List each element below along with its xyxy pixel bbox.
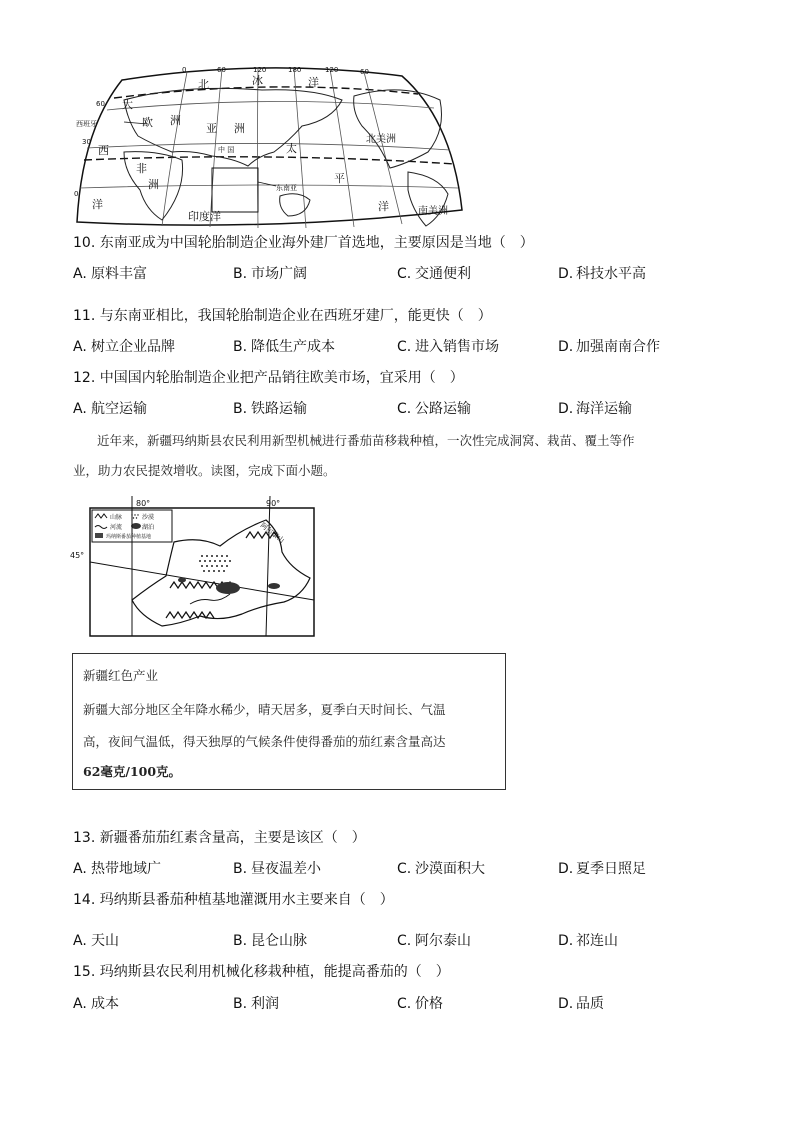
option-12c[interactable] (397, 399, 471, 419)
lon-label: 60 (360, 68, 369, 76)
map-label-ping: 平 (334, 172, 345, 185)
option-text: 降低生产成本 (251, 339, 335, 355)
longitude-line (330, 69, 354, 227)
option-text: 夏季日照足 (576, 861, 646, 877)
legend-desert-label: 沙漠 (142, 514, 155, 521)
option-letter: A. (73, 861, 87, 877)
map-label-zhou: 洲 (148, 178, 159, 191)
latitude-line (107, 101, 434, 110)
question-14-stem: 14. 玛纳斯县番茄种植基地灌溉用水主要来自（ ） (73, 892, 394, 908)
option-text: 科技水平高 (576, 266, 646, 282)
option-text: 铁路运输 (251, 401, 307, 417)
option-letter: B. (233, 339, 248, 355)
lon-label: 0 (182, 66, 187, 74)
map-frame (77, 68, 462, 225)
info-box-line-1: 新疆大部分地区全年降水稀少，晴天居多，夏季白天时间长、气温 (83, 702, 446, 717)
lon-label: 180 (288, 66, 302, 74)
option-text: 树立企业品牌 (91, 339, 175, 355)
lake (268, 583, 280, 589)
option-13b[interactable] (233, 859, 321, 879)
map-label-yang: 洋 (308, 76, 319, 89)
option-11c[interactable] (397, 337, 499, 357)
legend-river-label: 河流 (110, 524, 123, 531)
option-15d[interactable] (558, 994, 604, 1014)
option-letter: A. (73, 266, 87, 282)
option-letter: D. (558, 266, 574, 282)
option-12d[interactable] (558, 399, 632, 419)
lat-label: 30 (82, 138, 91, 146)
option-text: 价格 (415, 996, 443, 1012)
option-text: 航空运输 (91, 401, 147, 417)
option-letter: C. (397, 266, 412, 282)
map-label-north-america: 北美洲 (366, 134, 396, 145)
map-label-bing: 冰 (252, 74, 263, 87)
info-box-line-3: 62毫克/100克。 (83, 764, 182, 779)
option-text: 昼夜温差小 (251, 861, 321, 877)
option-text: 市场广阔 (251, 266, 307, 282)
lake (178, 578, 186, 583)
option-letter: D. (558, 401, 574, 417)
south-america-landmass (408, 172, 448, 226)
lon-label: 120 (253, 66, 267, 74)
option-letter: C. (397, 339, 412, 355)
option-12a[interactable] (73, 399, 147, 419)
option-letter: B. (233, 861, 248, 877)
option-letter: A. (73, 401, 87, 417)
map-label-indian-ocean: 印度洋 (188, 210, 221, 223)
option-text: 进入销售市场 (415, 339, 499, 355)
option-10d[interactable] (558, 264, 646, 284)
map-label-north: 北 (198, 78, 209, 91)
map-label-europe: 欧 (142, 116, 153, 129)
map-label-yang: 洋 (92, 198, 103, 211)
option-letter: C. (397, 401, 412, 417)
option-text: 阿尔泰山 (415, 933, 471, 949)
option-13a[interactable] (73, 859, 161, 879)
map-label-southeast-asia: 东南亚 (276, 184, 297, 192)
option-text: 公路运输 (415, 401, 471, 417)
option-11b[interactable] (233, 337, 335, 357)
option-14c[interactable] (397, 931, 471, 951)
option-14b[interactable] (233, 931, 307, 951)
info-box-line-2: 高，夜间气温低，得天独厚的气候条件使得番茄的茄红素含量高达 (83, 734, 446, 749)
legend-lake-label: 湖泊 (142, 524, 155, 531)
map-label-south-america: 南美洲 (418, 206, 448, 217)
option-14a[interactable] (73, 931, 119, 951)
option-letter: B. (233, 996, 248, 1012)
option-text: 热带地域广 (91, 861, 161, 877)
option-15a[interactable] (73, 994, 119, 1014)
option-10c[interactable] (397, 264, 471, 284)
planting-base (216, 582, 240, 594)
option-letter: C. (397, 996, 412, 1012)
map-label-fei: 非 (136, 162, 147, 175)
legend-base-symbol (95, 533, 103, 538)
lon-label: 120 (325, 66, 339, 74)
map-label-zhou: 洲 (170, 114, 181, 127)
option-12b[interactable] (233, 399, 307, 419)
option-letter: D. (558, 861, 574, 877)
option-text: 成本 (91, 996, 119, 1012)
option-text: 利润 (251, 996, 279, 1012)
option-text: 原料丰富 (91, 266, 147, 282)
question-12-stem: 12. 中国国内轮胎制造企业把产品销往欧美市场，宜采用（ ） (73, 370, 464, 386)
legend-base-label: 玛纳斯番茄种植基地 (106, 534, 152, 540)
info-box-title: 新疆红色产业 (83, 668, 159, 683)
option-letter: C. (397, 861, 412, 877)
option-14d[interactable] (558, 931, 618, 951)
lat-label: 60 (96, 100, 105, 108)
lat-label: 0 (74, 190, 79, 198)
option-10b[interactable] (233, 264, 307, 284)
option-text: 交通便利 (415, 266, 471, 282)
world-map-figure (62, 60, 472, 230)
lon-80-label: 80° (136, 499, 151, 508)
altai-label: 阿尔泰山 (258, 521, 286, 545)
question-15-stem: 15. 玛纳斯县农民利用机械化移栽种植，能提高番茄的（ ） (73, 964, 450, 980)
lon-label: 60 (217, 66, 226, 74)
australia-landmass (280, 194, 310, 216)
option-letter: A. (73, 339, 87, 355)
option-text: 祁连山 (576, 933, 618, 949)
question-10-stem: 10. 东南亚成为中国轮胎制造企业海外建厂首选地，主要原因是当地（ ） (73, 235, 534, 251)
option-13c[interactable] (397, 859, 485, 879)
option-letter: D. (558, 933, 574, 949)
option-text: 沙漠面积大 (415, 861, 485, 877)
map-label-xi: 西 (98, 144, 109, 157)
map-label-china: 中 国 (218, 146, 235, 154)
legend-mountain-label: 山脉 (110, 514, 123, 521)
xinjiang-map-figure (70, 496, 320, 642)
question-13-stem: 13. 新疆番茄茄红素含量高，主要是该区（ ） (73, 830, 366, 846)
option-text: 加强南南合作 (576, 339, 660, 355)
north-america-landmass (354, 90, 442, 168)
map-label-spain: 西班牙 (76, 120, 97, 128)
option-letter: D. (558, 339, 574, 355)
option-text: 品质 (576, 996, 604, 1012)
option-15c[interactable] (397, 994, 443, 1014)
option-text: 海洋运输 (576, 401, 632, 417)
map-label-asia: 亚 (206, 122, 217, 135)
lon-90-label: 90° (266, 499, 281, 508)
map-label-zhou: 洲 (234, 122, 245, 135)
option-letter: A. (73, 933, 87, 949)
info-box (72, 653, 506, 790)
option-letter: B. (233, 266, 248, 282)
option-letter: C. (397, 933, 412, 949)
option-letter: B. (233, 401, 248, 417)
map-label-da: 大 (122, 98, 133, 111)
option-15b[interactable] (233, 994, 279, 1014)
map-label-tai: 太 (286, 142, 297, 155)
option-13d[interactable] (558, 859, 646, 879)
option-letter: A. (73, 996, 87, 1012)
eurasia-landmass (124, 88, 342, 166)
option-letter: B. (233, 933, 248, 949)
option-11a[interactable] (73, 337, 175, 357)
passage-line-2: 业，助力农民提效增收。读图，完成下面小题。 (73, 463, 336, 478)
question-11-stem: 11. 与东南亚相比，我国轮胎制造企业在西班牙建厂，能更快（ ） (73, 308, 492, 324)
option-text: 昆仑山脉 (251, 933, 307, 949)
southeast-asia-box (212, 168, 258, 212)
lat-45-label: 45° (70, 551, 85, 560)
map-label-yang: 洋 (378, 200, 389, 213)
option-10a[interactable] (73, 264, 147, 284)
option-text: 天山 (91, 933, 119, 949)
option-letter: D. (558, 996, 574, 1012)
option-11d[interactable] (558, 337, 660, 357)
passage-line-1: 近年来，新疆玛纳斯县农民利用新型机械进行番茄苗移栽种植，一次性完成洞窝、栽苗、覆土等作 (97, 433, 635, 448)
